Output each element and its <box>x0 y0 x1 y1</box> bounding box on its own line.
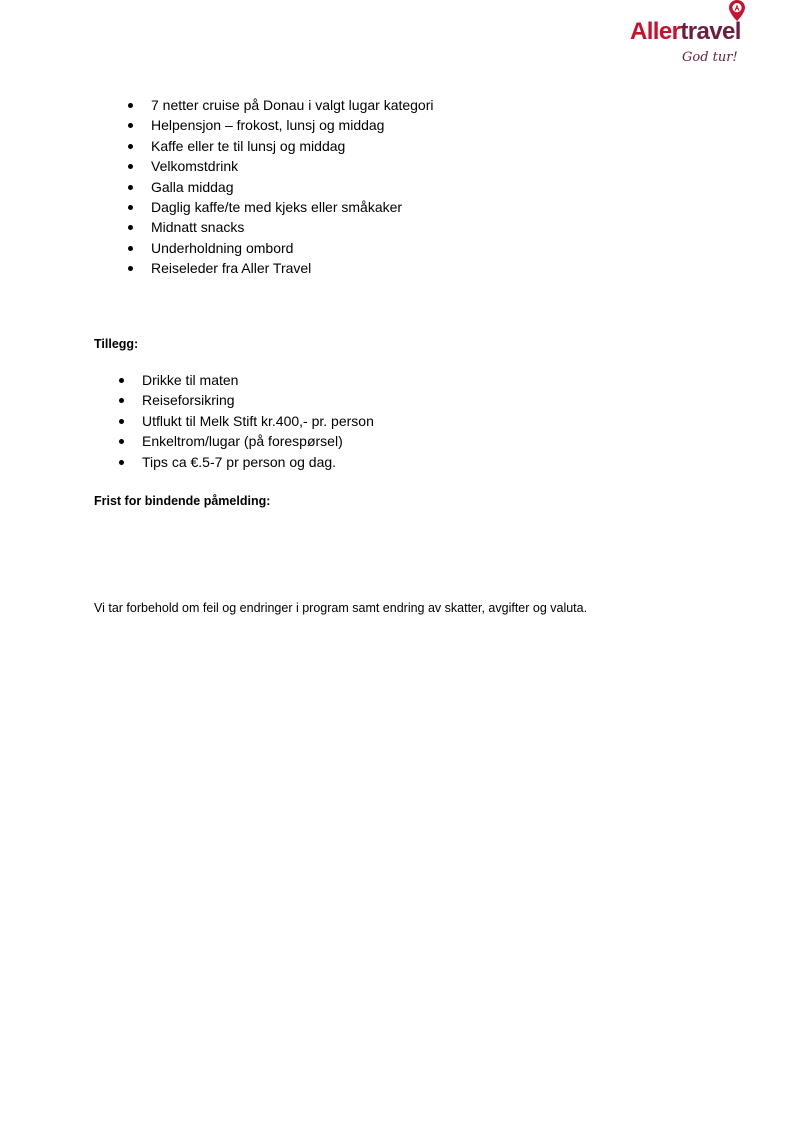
logo-brand-travel: travel <box>680 18 741 45</box>
tillegg-heading: Tillegg: <box>94 337 139 351</box>
list-item-text: Kaffe eller te til lunsj og middag <box>151 137 346 154</box>
list-item <box>151 238 434 258</box>
logo-wordmark <box>630 18 741 46</box>
logo-tagline: God tur! <box>682 50 738 65</box>
list-item-text: Drikke til maten <box>142 372 239 388</box>
list-item-text: Daglig kaffe/te med kjeks eller småkaker <box>151 199 403 216</box>
list-item <box>151 197 434 217</box>
bullet-icon <box>119 419 124 424</box>
bullet-icon <box>128 123 133 128</box>
included-items-list <box>151 95 434 279</box>
list-item <box>151 115 434 135</box>
list-item-text: Utflukt til Melk Stift kr.400,- pr. person <box>142 412 374 429</box>
list-item <box>151 136 434 156</box>
list-item <box>142 411 374 431</box>
logo-brand-aller: Aller <box>630 18 681 45</box>
bullet-icon <box>128 164 133 169</box>
list-item <box>151 177 434 197</box>
list-item <box>142 390 374 410</box>
list-item-text: Galla middag <box>151 178 234 195</box>
bullet-icon <box>128 185 133 190</box>
list-item-text: Enkeltrom/lugar (på forespørsel) <box>142 433 343 450</box>
list-item <box>151 156 434 176</box>
bullet-icon <box>119 378 124 383</box>
list-item <box>142 452 374 472</box>
list-item-text: Tips ca €.5-7 pr person og dag. <box>142 453 337 470</box>
bullet-icon <box>119 398 124 403</box>
aller-travel-logo <box>628 0 780 70</box>
list-item <box>142 370 374 390</box>
bullet-icon <box>128 103 133 108</box>
bullet-icon <box>128 246 133 251</box>
bullet-icon <box>128 205 133 210</box>
bullet-icon <box>128 266 133 271</box>
list-item-text: Reiseforsikring <box>142 392 235 409</box>
list-item-text: Underholdning ombord <box>151 239 294 256</box>
list-item <box>151 217 434 237</box>
list-item-text: Midnatt snacks <box>151 219 245 236</box>
bullet-icon <box>128 225 133 230</box>
bullet-icon <box>119 439 124 444</box>
list-item <box>142 431 374 451</box>
tillegg-list <box>142 370 374 472</box>
list-item-text: 7 netter cruise på Donau i valgt lugar kategori <box>151 97 434 113</box>
list-item-text: Velkomstdrink <box>151 158 239 175</box>
bullet-icon <box>128 144 133 149</box>
frist-heading: Frist for bindende påmelding: <box>94 494 271 508</box>
list-item-text: Helpensjon – frokost, lunsj og middag <box>151 117 385 134</box>
bullet-icon <box>119 460 124 465</box>
disclaimer-text: Vi tar forbehold om feil og endringer i program samt endring av skatter, avgifter og valuta. <box>94 601 588 615</box>
list-item-text: Reiseleder fra Aller Travel <box>151 260 312 277</box>
list-item <box>151 95 434 115</box>
list-item <box>151 258 434 278</box>
